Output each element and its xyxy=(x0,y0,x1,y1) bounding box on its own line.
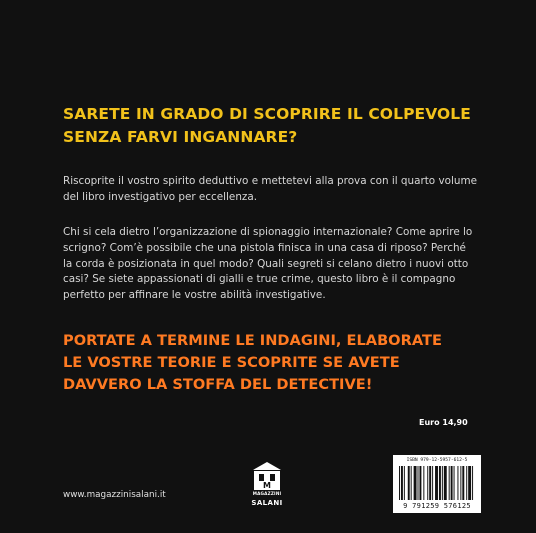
callout-line: PORTATE A TERMINE LE INDAGINI, ELABORATE xyxy=(63,332,442,349)
barcode-number: 9 791259 576125 xyxy=(403,502,471,510)
callout-text xyxy=(63,330,503,397)
headline xyxy=(63,103,493,149)
logo-name-bottom: SALANI xyxy=(251,499,283,507)
paragraph-line: scrigno? Com’è possibile che una pistola finisca in una casa di riposo? Perché xyxy=(63,241,466,254)
barcode xyxy=(393,455,481,513)
barcode-bars xyxy=(399,466,475,500)
paragraph-line: casi? Se siete appassionati di gialli e true crime, questo libro è il compagno xyxy=(63,273,456,286)
price-label: Euro 14,90 xyxy=(419,418,468,427)
paragraph-line: perfetto per affinare le vostre abilità investigative. xyxy=(63,289,326,302)
headline-line: SARETE IN GRADO DI SCOPRIRE IL COLPEVOLE xyxy=(63,105,471,123)
description-paragraph xyxy=(63,225,503,304)
intro-paragraph xyxy=(63,174,503,206)
isbn-label: ISBN 979-12-5957-612-5 xyxy=(406,458,468,463)
paragraph-line: Chi si cela dietro l’organizzazione di spionaggio internazionale? Come aprire lo xyxy=(63,226,473,238)
paragraph-line: la corda è posizionata in quel modo? Quali segreti si celano dietro i nuovi otto xyxy=(63,257,469,270)
paragraph-line: del libro investigativo per eccellenza. xyxy=(63,190,258,203)
logo-building-icon xyxy=(249,461,285,491)
headline-line: SENZA FARVI INGANNARE? xyxy=(63,128,298,146)
paragraph-line: Riscoprite il vostro spirito deduttivo e mettetevi alla prova con il quarto volume xyxy=(63,175,477,187)
logo-name-top: MAGAZZINI xyxy=(252,491,282,496)
publisher-logo xyxy=(249,461,285,512)
publisher-website: www.magazzinisalani.it xyxy=(63,490,166,500)
callout-line: LE VOSTRE TEORIE E SCOPRITE SE AVETE xyxy=(63,354,400,372)
callout-line: DAVVERO LA STOFFA DEL DETECTIVE! xyxy=(63,376,373,394)
svg-text:M: M xyxy=(263,481,271,490)
